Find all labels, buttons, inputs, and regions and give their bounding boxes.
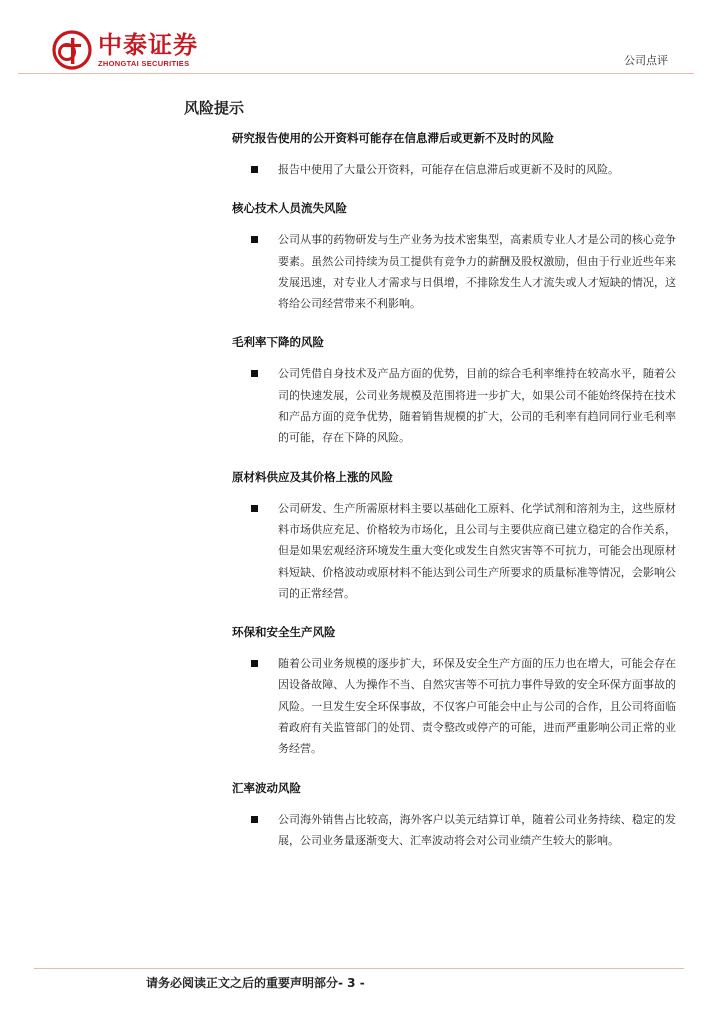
risk-paragraph	[232, 159, 676, 180]
risk-paragraph	[232, 363, 676, 448]
header-divider	[18, 73, 694, 74]
risk-paragraph	[232, 498, 676, 604]
brand-logo	[52, 30, 222, 70]
risk-item	[232, 332, 676, 448]
risk-paragraph	[232, 809, 676, 852]
brand-name-en: ZHONGTAI SECURITIES	[98, 59, 190, 68]
section-title: 风险提示	[184, 99, 245, 117]
footer-note: 请务必阅读正文之后的重要声明部分	[146, 976, 339, 990]
risk-text: 公司海外销售占比较高，海外客户以美元结算订单，随着公司业务持续、稳定的发展，公司业务量逐渐变大、汇率波动将会对公司业绩产生较大的影响。	[278, 812, 676, 847]
risk-heading: 毛利率下降的风险	[232, 335, 324, 350]
square-bullet-icon	[251, 370, 258, 377]
footer-disclaimer	[146, 974, 365, 991]
square-bullet-icon	[251, 166, 258, 173]
square-bullet-icon	[251, 816, 258, 823]
page-number: - 3 -	[338, 976, 365, 990]
document-type: 公司点评	[624, 54, 668, 67]
risk-paragraph	[232, 229, 676, 314]
risk-heading: 研究报告使用的公开资料可能存在信息滞后或更新不及时的风险	[232, 131, 554, 145]
square-bullet-icon	[251, 236, 258, 243]
risk-item	[232, 128, 676, 180]
risk-text: 公司研发、生产所需原材料主要以基础化工原料、化学试剂和溶剂为主，这些原材料市场供应充足、价格较为市场化，且公司与主要供应商已建立稳定的合作关系，但是如果宏观经济环境发生重大变化或发生自然灾害等不可抗力，可能会出现原材料短缺、价格波动或原材料不能达到公司生产所要求的质量标准等情况，会影响公司的正常经营。	[278, 501, 676, 600]
brand-name-cn: 中泰证券	[98, 31, 198, 59]
risk-text: 随着公司业务规模的逐步扩大，环保及安全生产方面的压力也在增大，可能会存在因设备故障、人为操作不当、自然灾害等不可抗力事件导致的安全环保方面事故的风险。一旦发生安全环保事故，不仅客户可能会中止与公司的合作，且公司将面临着政府有关监管部门的处罚、责令整改或停产的可能，进而严重影响公司正常的业务经营。	[278, 657, 676, 756]
risk-text: 公司从事的药物研发与生产业务为技术密集型，高素质专业人才是公司的核心竞争要素。虽然公司持续为员工提供有竞争力的薪酬及股权激励，但由于行业近些年来发展迅速，对专业人才需求与日俱增，不排除发生人才流失或人才短缺的情况，这将给公司经营带来不利影响。	[278, 233, 676, 311]
risk-item	[232, 778, 676, 852]
risk-heading: 原材料供应及其价格上涨的风险	[232, 469, 393, 484]
risk-item	[232, 467, 676, 604]
risk-heading: 环保和安全生产风险	[232, 625, 336, 640]
risk-text: 公司凭借自身技术及产品方面的优势，目前的综合毛利率维持在较高水平，随着公司的快速发展，公司业务规模及范围将进一步扩大，如果公司不能始终保持在技术和产品方面的竞争优势，随着销售规模的扩大，公司的毛利率有趋同同行业毛利率的可能，存在下降的风险。	[278, 367, 676, 445]
risk-list	[232, 128, 676, 869]
square-bullet-icon	[251, 505, 258, 512]
risk-item	[232, 198, 676, 314]
risk-heading: 汇率波动风险	[232, 780, 301, 795]
square-bullet-icon	[251, 660, 258, 667]
footer-divider	[34, 968, 684, 969]
risk-text: 报告中使用了大量公开资料，可能存在信息滞后或更新不及时的风险。	[278, 163, 619, 176]
risk-heading: 核心技术人员流失风险	[232, 201, 347, 216]
zhongtai-logo-icon	[52, 30, 92, 70]
risk-paragraph	[232, 653, 676, 759]
risk-item	[232, 622, 676, 759]
